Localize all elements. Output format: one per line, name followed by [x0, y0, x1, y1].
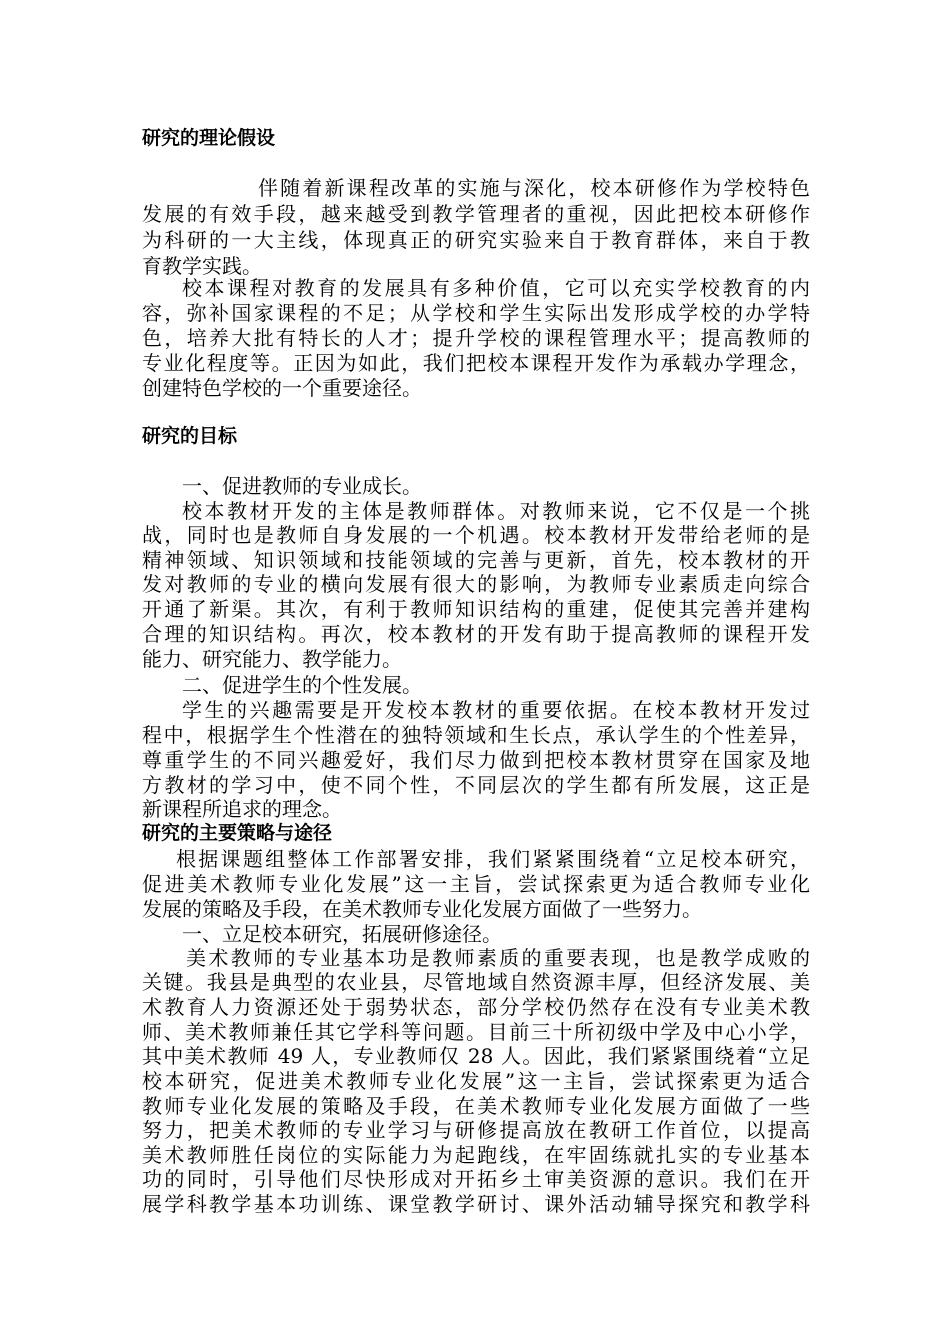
- text-line: 美术教师胜任岗位的实际能力为起跑线，在牢固练就扎实的专业基本: [142, 1143, 810, 1167]
- section-heading-theory: 研究的理论假设: [142, 127, 276, 149]
- text-line: 发展的有效手段，越来越受到教学管理者的重视，因此把校本研修作: [142, 202, 810, 226]
- text-line: 能力、研究能力、教学能力。: [142, 647, 402, 671]
- text-line: 新课程所追求的理念。: [142, 797, 342, 821]
- text-line: 学生的兴趣需要是开发校本教材的重要依据。在校本教材开发过: [182, 698, 810, 722]
- text-line: 育教学实践。: [142, 254, 262, 278]
- text-line: 发对教师的专业的横向发展有很大的影响，为教师专业素质走向综合: [142, 572, 810, 596]
- text-line: 伴随着新课程改革的实施与深化，校本研修作为学校特色: [258, 176, 810, 200]
- text-line: 校本研究，促进美术教师专业化发展”这一主旨，尝试探索更为适合: [142, 1069, 810, 1093]
- text-line: 尊重学生的不同兴趣爱好，我们尽力做到把校本教材贯穿在国家及地: [142, 748, 810, 772]
- text-line: 二、促进学生的个性发展。: [182, 673, 422, 697]
- text-line: 校本课程对教育的发展具有多种价值，它可以充实学校教育的内: [182, 276, 810, 300]
- text-line: 师、美术教师兼任其它学科等问题。目前三十所初级中学及中心小学，: [142, 1020, 810, 1044]
- text-line: 程中，根据学生个性潜在的独特领域和生长点，承认学生的个性差异，: [142, 723, 810, 747]
- text-line: 根据课题组整体工作部署安排，我们紧紧围绕着“立足校本研究，: [176, 847, 810, 871]
- text-line: 一、促进教师的专业成长。: [182, 474, 422, 498]
- text-line: 促进美术教师专业化发展”这一主旨，尝试探索更为适合教师专业化: [142, 872, 810, 896]
- text-line: 为科研的一大主线，体现真正的研究实验来自于教育群体，来自于教: [142, 228, 810, 252]
- text-line: 关键。我县是典型的农业县，尽管地域自然资源丰厚，但经济发展、美: [142, 970, 810, 994]
- text-line: 色，培养大批有特长的人才；提升学校的课程管理水平；提高教师的: [142, 326, 810, 350]
- text-line: 发展的策略及手段，在美术教师专业化发展方面做了一些努力。: [142, 897, 702, 921]
- text-line: 一、立足校本研究，拓展研修途径。: [182, 922, 502, 946]
- text-line: 开通了新渠。其次，有利于教师知识结构的重建，促使其完善并建构: [142, 597, 810, 621]
- text-line: 美术教师的专业基本功是教师素质的重要表现，也是教学成败的: [186, 946, 810, 970]
- text-line: 术教育人力资源还处于弱势状态，部分学校仍然存在没有专业美术教: [142, 995, 810, 1019]
- text-line: 展学科教学基本功训练、课堂教学研讨、课外活动辅导探究和教学科: [142, 1192, 810, 1216]
- text-line: 战，同时也是教师自身发展的一个机遇。校本教材开发带给老师的是: [142, 523, 810, 547]
- text-line: 创建特色学校的一个重要途径。: [142, 376, 422, 400]
- text-line: 努力，把美术教师的专业学习与研修提高放在教研工作首位，以提高: [142, 1118, 810, 1142]
- text-line: 容，弥补国家课程的不足；从学校和学生实际出发形成学校的办学特: [142, 301, 810, 325]
- text-line: 教师专业化发展的策略及手段，在美术教师专业化发展方面做了一些: [142, 1094, 810, 1118]
- text-line: 方教材的学习中，使不同个性，不同层次的学生都有所发展，这正是: [142, 773, 810, 797]
- section-heading-goals: 研究的目标: [142, 425, 238, 447]
- text-line: 校本教材开发的主体是教师群体。对教师来说，它不仅是一个挑: [182, 499, 810, 523]
- text-line: 合理的知识结构。再次，校本教材的开发有助于提高教师的课程开发: [142, 622, 810, 646]
- text-line: 专业化程度等。正因为如此，我们把校本课程开发作为承载办学理念，: [142, 351, 810, 375]
- section-heading-strategy: 研究的主要策略与途径: [142, 822, 333, 844]
- text-line: 其中美术教师 49 人，专业教师仅 28 人。因此，我们紧紧围绕着“立足: [142, 1044, 810, 1068]
- text-line: 功的同时，引导他们尽快形成对开拓乡土审美资源的意识。我们在开: [142, 1167, 810, 1191]
- text-line: 精神领域、知识领域和技能领域的完善与更新，首先，校本教材的开: [142, 548, 810, 572]
